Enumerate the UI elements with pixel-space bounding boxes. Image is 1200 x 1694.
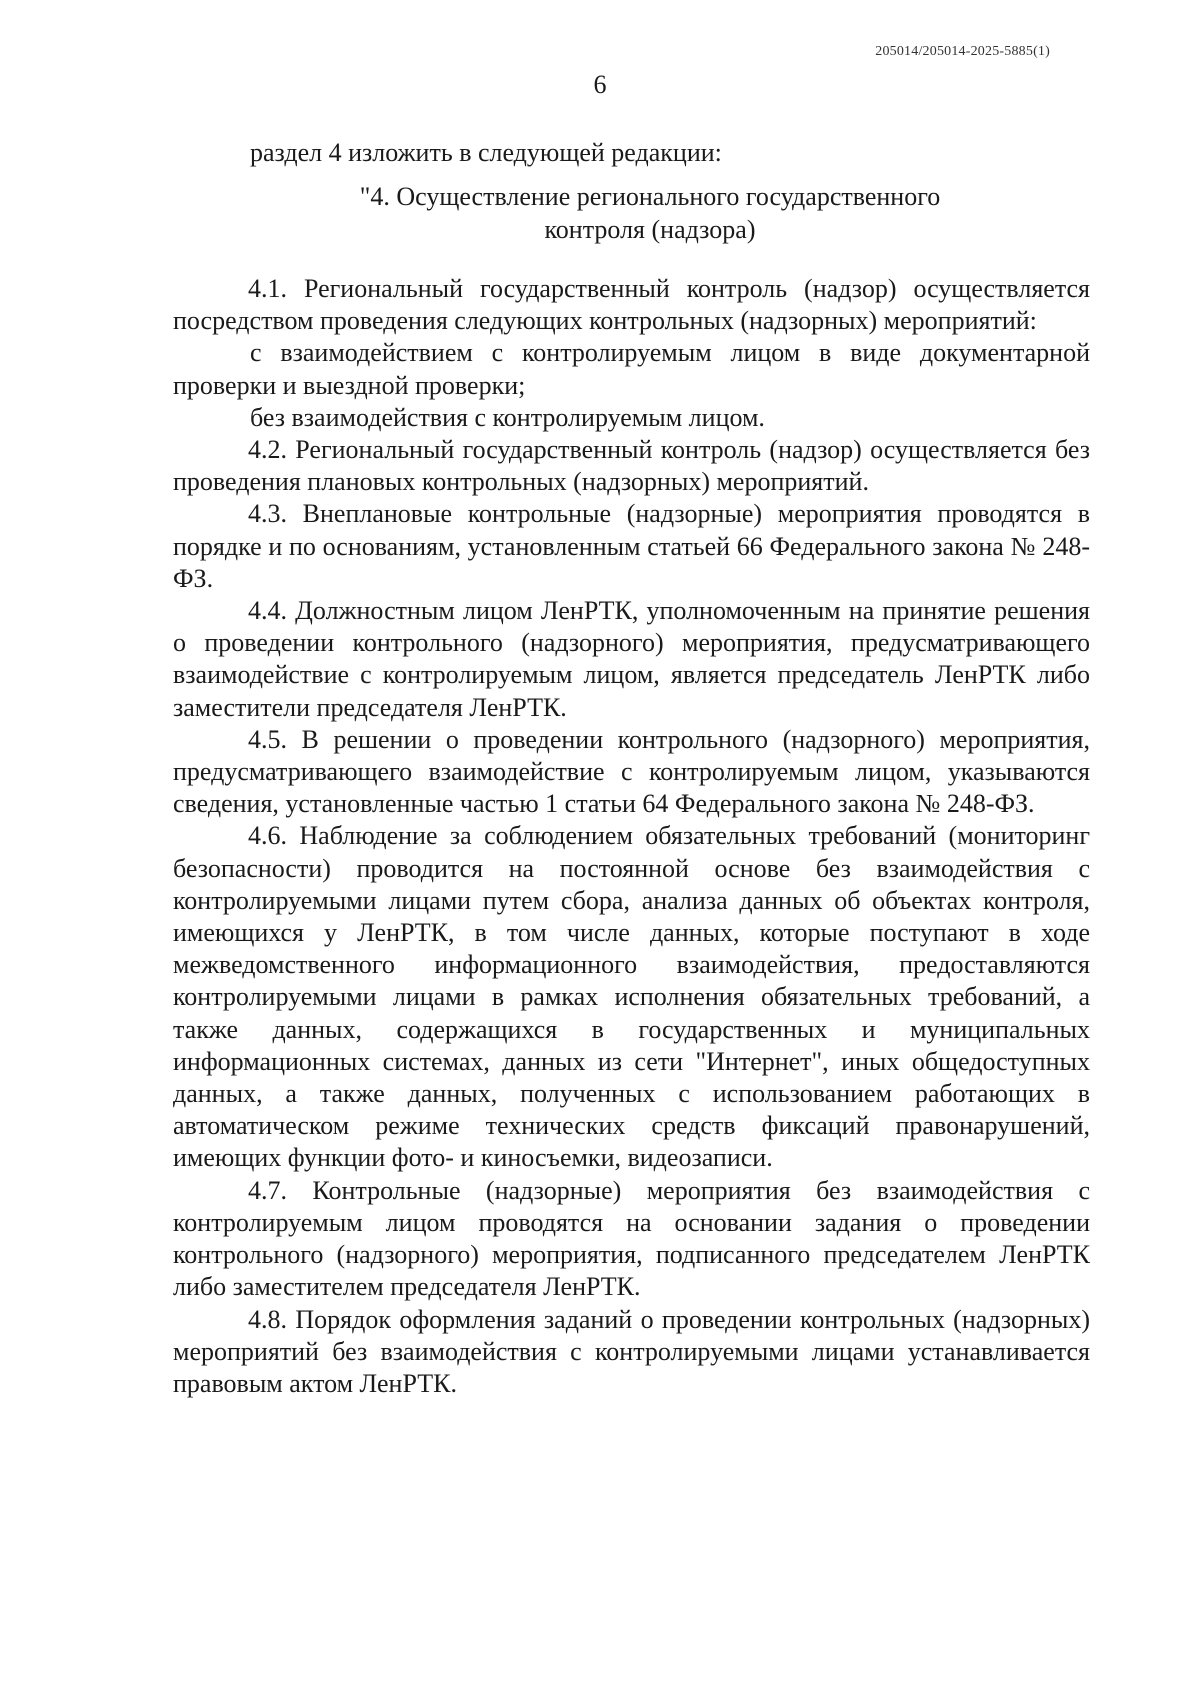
document-id: 205014/205014-2025-5885(1) [875,44,1050,59]
paragraph-4-2: 4.2. Региональный государственный контроль (надзор) осуществляется без проведения плановых контрольных (надзорных) мероприятий. [173,435,1090,497]
section-title-line-1: "4. Осуществление регионального государственного [359,182,941,211]
paragraph-4-1-item-1: с взаимодействием с контролируемым лицом в виде документарной проверки и выездной проверки; [173,338,1090,400]
paragraph-4-1: 4.1. Региональный государственный контроль (надзор) осуществляется посредством проведения следующих контрольных (надзорных) мероприятий: [173,274,1090,336]
section-title-line-2: контроля (надзора) [544,215,756,244]
page-number: 6 [593,70,607,99]
paragraph-4-6: 4.6. Наблюдение за соблюдением обязательных требований (мониторинг безопасности) проводится на постоянной основе без взаимодействия с контролируемыми лицами путем сбора, анализа данных об объектах контроля, имеющихся у ЛенРТК, в том числе данных, которые поступают в ходе межведомственного информационного взаимодействия, предоставляются контролируемыми лицами в рамках исполнения обязательных требований, а также данных, содержащихся в государственных и муниципальных информационных системах, данных из сети "Интернет", иных общедоступных данных, а также данных, полученных с использованием работающих в автоматическом режиме технических средств фиксаций правонарушений, имеющих функции фото- и киносъемки, видеозаписи. [173,821,1090,1173]
body-text [173,273,1090,1400]
paragraph-4-1-item-2: без взаимодействия с контролируемым лицом. [250,402,765,432]
paragraph-4-5: 4.5. В решении о проведении контрольного (надзорного) мероприятия, предусматривающего взаимодействие с контролируемым лицом, указываются сведения, установленные частью 1 статьи 64 Федерального закона № 248-ФЗ. [173,724,1090,819]
paragraph-4-8: 4.8. Порядок оформления заданий о проведении контрольных (надзорных) мероприятий без взаимодействия с контролируемыми лицами устанавливается правовым актом ЛенРТК. [173,1304,1090,1398]
paragraph-4-3: 4.3. Внеплановые контрольные (надзорные) мероприятия проводятся в порядке и по основаниям, установленным статьей 66 Федерального закона № 248-ФЗ. [173,499,1090,593]
section-title [290,180,1010,246]
paragraph-4-4: 4.4. Должностным лицом ЛенРТК, уполномоченным на принятие решения о проведении контрольного (надзорного) мероприятия, предусматривающего взаимодействие с контролируемым лицом, является председатель ЛенРТК либо заместители председателя ЛенРТК. [173,596,1090,722]
paragraph-4-7: 4.7. Контрольные (надзорные) мероприятия без взаимодействия с контролируемым лицом проводятся на основании задания о проведении контрольного (надзорного) мероприятия, подписанного председателем ЛенРТК либо заместителем председателя ЛенРТК. [173,1175,1090,1302]
intro-line: раздел 4 изложить в следующей редакции: [250,138,722,167]
